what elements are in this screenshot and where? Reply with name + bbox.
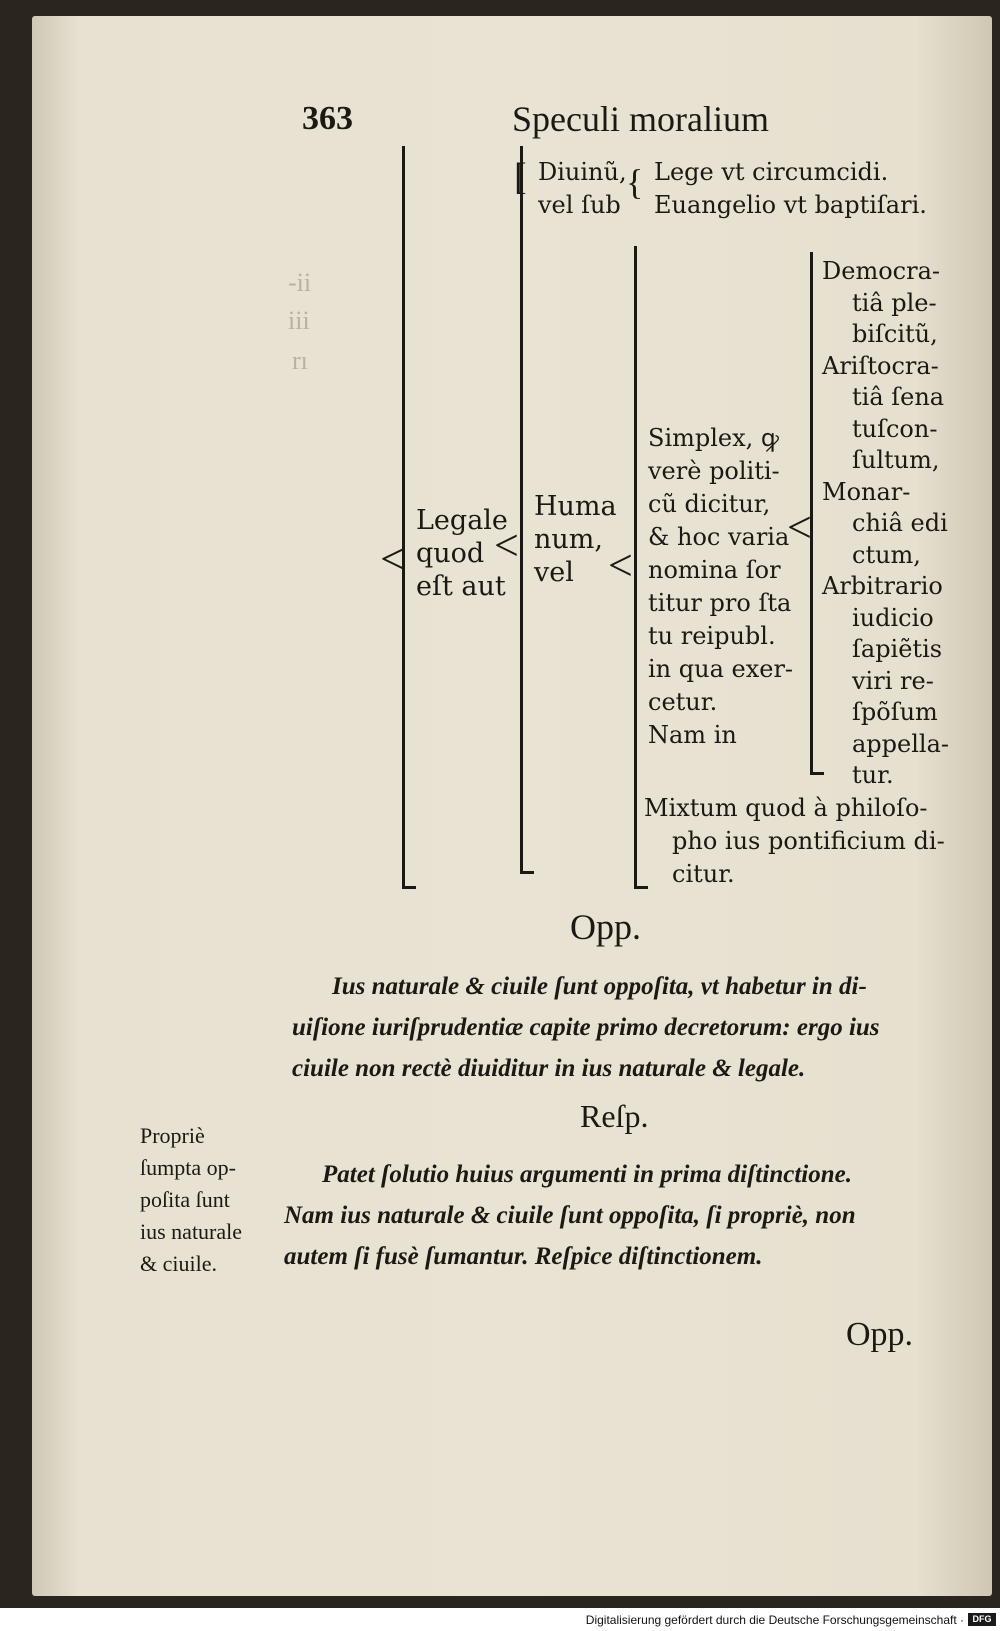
footer-credit: Digitalisierung gefördert durch die Deutsche Forschungsgemeinschaft · — [585, 1613, 964, 1627]
response-text: Patet ſolutio huius argumenti in prima diſtinctione. Nam ius naturale & ciuile ſunt oppoſita, ſi propriè, non autem ſi fusè ſumantur. Reſpice diſtinctionem. — [284, 1161, 856, 1270]
running-title: Speculi moralium — [512, 99, 769, 139]
digitization-footer — [0, 1609, 1000, 1631]
catchword-opp: Opp. — [846, 1316, 914, 1353]
tree-leaves-divinum: Lege vt circumcidi. Euangelio vt baptiſari. — [654, 158, 927, 219]
objection-heading: Opp. — [570, 907, 641, 947]
bracket-rule-2 — [520, 146, 523, 873]
brace-divinum-open: [ — [514, 156, 527, 198]
response-heading: Reſp. — [580, 1098, 649, 1134]
tree-node-humanum: Huma num, vel — [534, 491, 617, 588]
bleed-through-mark: -ii — [288, 268, 312, 297]
tree-node-simplex: Simplex, ꝙ verè politi- cũ dicitur, & hoc varia nomina ſor titur pro ſta tu reipubl. in qua exer- cetur. Nam in — [648, 424, 794, 749]
dfg-logo: DFG — [968, 1613, 996, 1626]
bracket-hook-1 — [402, 886, 416, 889]
tree-root-legale: Legale quod eſt aut — [416, 505, 508, 602]
objection-text: Ius naturale & ciuile ſunt oppoſita, vt habetur in di- uiſione iuriſprudentiæ capite primo decretorum: ergo ius ciuile non rectè diuiditur in ius naturale & legale. — [292, 973, 880, 1082]
bleed-through-mark: rı — [292, 346, 308, 375]
book-page — [32, 16, 992, 1596]
margin-note: Propriè ſumpta op- poſita ſunt ius naturale & ciuile. — [140, 1123, 243, 1276]
tree-leaves-regimes: Democra- tiâ ple- biſcitũ, Ariſtocra- tiâ ſena tuſcon- ſultum, Monar- chiâ edi ctum, Arbitrario iudicio ſapiẽtis viri re- ſpõſum appella- tur. — [822, 257, 950, 789]
page-number: 363 — [302, 100, 353, 137]
tree-node-divinum: Diuinũ, vel ſub — [538, 158, 627, 219]
bleed-through-mark: iii — [288, 306, 310, 335]
brace-divinum: { — [626, 162, 644, 202]
brace-simplex: < — [787, 503, 812, 552]
brace-humanum: < — [608, 541, 633, 590]
bracket-rule-3 — [634, 246, 637, 888]
tree-node-mixtum: Mixtum quod à philoſo- pho ius pontificium di- citur. — [644, 794, 945, 888]
brace-root: < — [380, 533, 406, 584]
bracket-hook-2 — [520, 871, 534, 874]
bracket-rule-1 — [402, 146, 405, 888]
brace-legale: < — [494, 521, 519, 570]
